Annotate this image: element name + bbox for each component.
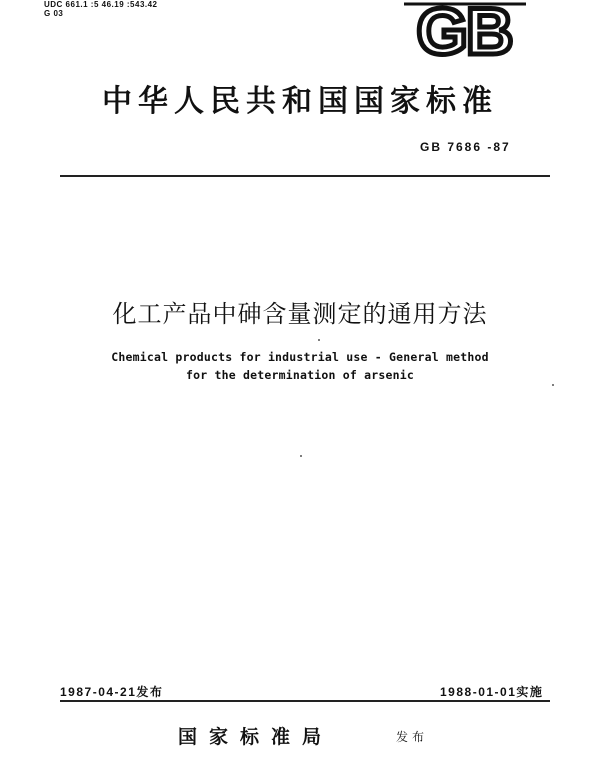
gb-logo (400, 0, 530, 58)
standard-number: GB 7686 -87 (420, 140, 511, 154)
english-title-line-2: for the determination of arsenic (186, 368, 414, 382)
english-title (0, 348, 600, 384)
chinese-title: 化工产品中砷含量测定的通用方法 (112, 300, 488, 328)
publish-label: 发布 (396, 730, 429, 744)
footer-divider (60, 700, 550, 702)
scan-speck (300, 455, 302, 457)
udc-code: UDC 661.1 :5 46.19 :543.42 (44, 0, 158, 9)
classification-codes (44, 0, 158, 18)
gb-logo-text: GB (416, 0, 512, 58)
ccs-code: G 03 (44, 9, 64, 18)
english-title-line-1: Chemical products for industrial use - General method (111, 350, 489, 364)
implementation-date: 1988-01-01实施 (440, 685, 544, 699)
issue-date: 1987-04-21发布 (60, 685, 164, 699)
header-divider (60, 175, 550, 177)
scan-speck (318, 339, 320, 341)
issuing-authority: 国家标准局 (178, 726, 334, 748)
gb-logo-graphic (400, 0, 530, 58)
scan-speck (552, 384, 554, 386)
national-standard-title: 中华人民共和国国家标准 (102, 84, 498, 119)
